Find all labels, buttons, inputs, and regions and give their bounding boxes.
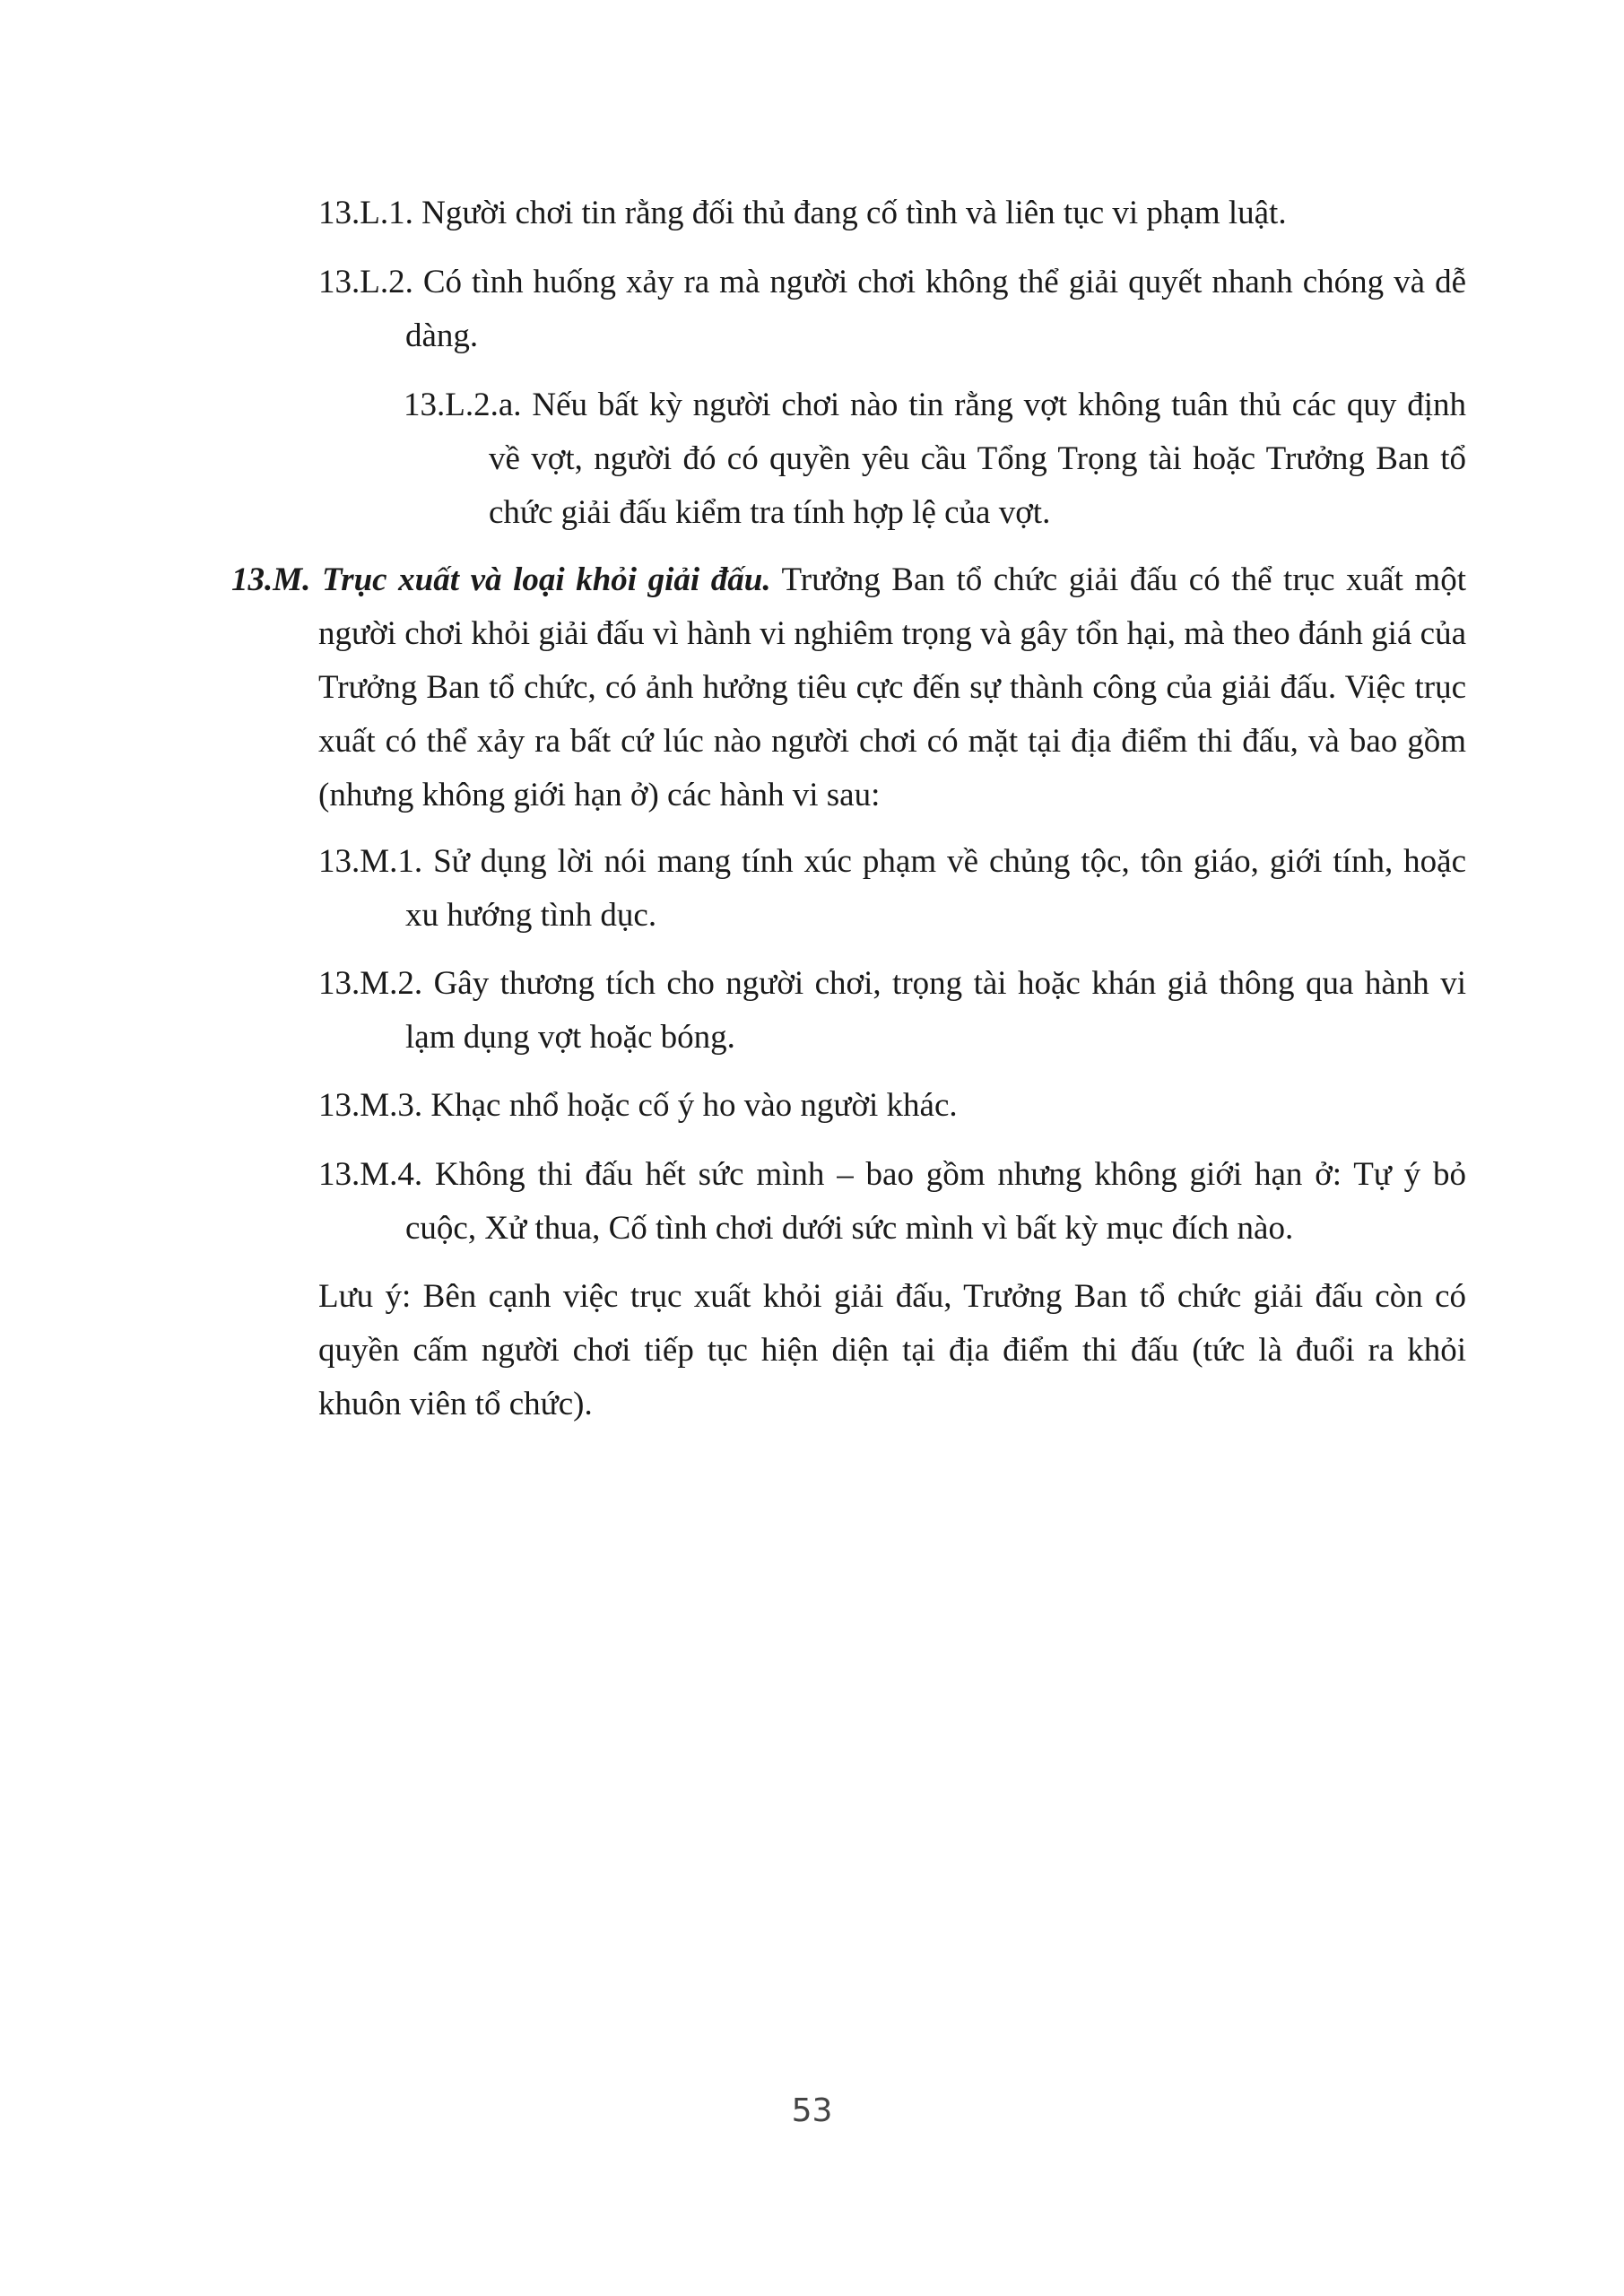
rule-13M1: 13.M.1. Sử dụng lời nói mang tính xúc phạm về chủng tộc, tôn giáo, giới tính, hoặc xu hướng tình dục.: [318, 843, 1466, 934]
section-13M-body: Trưởng Ban tổ chức giải đấu có thể trục xuất một người chơi khỏi giải đấu vì hành vi nghiêm trọng và gây tổn hại, mà theo đánh giá của Trưởng Ban tổ chức, có ảnh hưởng tiêu cực đến sự thành công của giải đấu. Việc trục xuất có thể xảy ra bất cứ lúc nào người chơi có mặt tại địa điểm thi đấu, và bao gồm (nhưng không giới hạn ở) các hành vi sau:: [318, 561, 1466, 813]
rule-13L2: 13.L.2. Có tình huống xảy ra mà người chơi không thể giải quyết nhanh chóng và dễ dàng.: [318, 264, 1466, 354]
page-number: 53: [791, 2092, 833, 2129]
rule-13M3: 13.M.3. Khạc nhổ hoặc cố ý ho vào người khác.: [318, 1087, 958, 1124]
rule-13L2a: 13.L.2.a. Nếu bất kỳ người chơi nào tin rằng vợt không tuân thủ các quy định về vợt, người đó có quyền yêu cầu Tổng Trọng tài hoặc Trưởng Ban tổ chức giải đấu kiểm tra tính hợp lệ của vợt.: [404, 387, 1466, 531]
section-13M-title: 13.M. Trục xuất và loại khỏi giải đấu.: [231, 561, 771, 598]
rule-13L1: 13.L.1. Người chơi tin rằng đối thủ đang cố tình và liên tục vi phạm luật.: [318, 195, 1287, 231]
note-paragraph: Lưu ý: Bên cạnh việc trục xuất khỏi giải đấu, Trưởng Ban tổ chức giải đấu còn có quyền cấm người chơi tiếp tục hiện diện tại địa điểm thi đấu (tức là đuổi ra khỏi khuôn viên tổ chức).: [318, 1278, 1466, 1422]
section-13M: [231, 553, 1466, 822]
rule-13M4: 13.M.4. Không thi đấu hết sức mình – bao gồm nhưng không giới hạn ở: Tự ý bỏ cuộc, Xử thua, Cố tình chơi dưới sức mình vì bất kỳ mục đích nào.: [318, 1156, 1466, 1247]
rule-13M2: 13.M.2. Gây thương tích cho người chơi, trọng tài hoặc khán giả thông qua hành vi lạm dụng vợt hoặc bóng.: [318, 965, 1466, 1056]
